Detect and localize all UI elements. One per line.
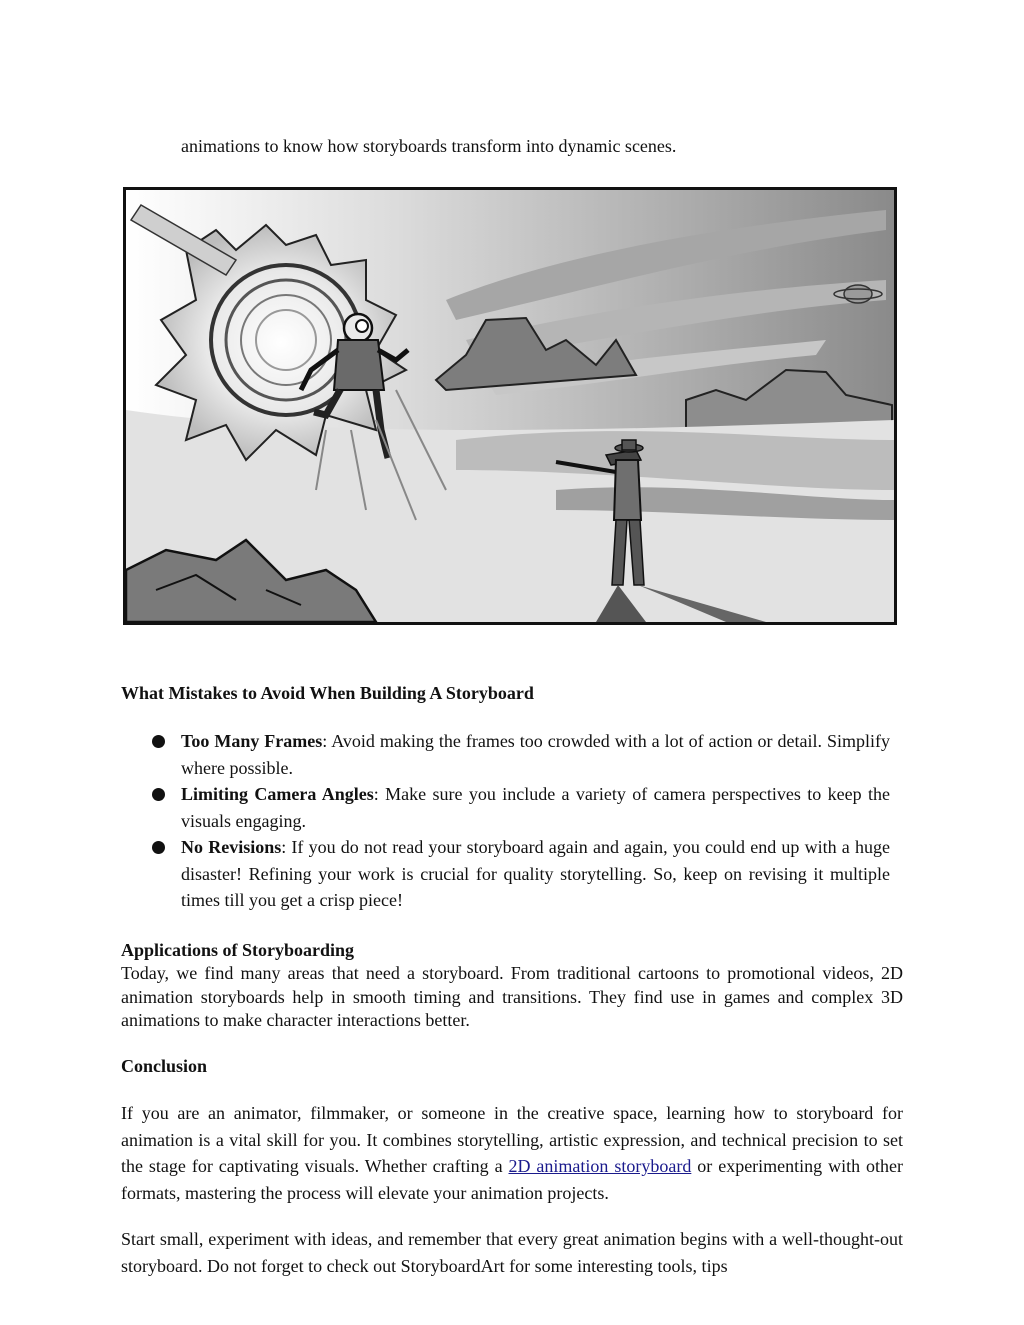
applications-heading: Applications of Storyboarding: [121, 940, 355, 960]
mistakes-heading: What Mistakes to Avoid When Building A Storyboard: [121, 683, 534, 703]
bullet-icon: [152, 735, 165, 748]
conclusion-body: [121, 1100, 903, 1206]
conclusion-heading: Conclusion: [121, 1056, 208, 1076]
mistake-term: Too Many Frames: [181, 731, 323, 751]
mistakes-list: [150, 728, 890, 914]
mistake-term: No Revisions: [181, 837, 282, 857]
conclusion-text-before-link: If you are an animator, filmmaker, or someone in the creative space, learning how to storyboard for animation is a vital skill for you. It combines storytelling, artistic expression, and technical precision to set the stage for captivating visuals. Whether crafting a: [121, 1103, 903, 1176]
applications-body: Today, we find many areas that need a storyboard. From traditional cartoons to promotional videos, 2D animation storyboards help in smooth timing and transitions. They find use in games and complex 3D animations to make character interactions better.: [121, 963, 903, 1030]
animation-storyboard-link[interactable]: 2D animation storyboard: [508, 1156, 692, 1176]
list-item: [150, 781, 890, 834]
list-item: [150, 728, 890, 781]
storyboard-sketch-image: [123, 187, 897, 625]
conclusion-text-after-link: or experimenting with other formats, mastering the process will elevate your animation projects.: [121, 1156, 904, 1203]
bullet-icon: [152, 788, 165, 801]
list-item: [150, 834, 890, 914]
bullet-icon: [152, 841, 165, 854]
mistake-term: Limiting Camera Angles: [181, 784, 374, 804]
intro-text-line: animations to know how storyboards transform into dynamic scenes.: [181, 136, 677, 156]
mistake-text: : If you do not read your storyboard again and again, you could end up with a huge disaster! Refining your work is crucial for quality storytelling. So, keep on revising it multiple times till you get a crisp piece!: [181, 837, 890, 910]
final-paragraph: Start small, experiment with ideas, and remember that every great animation begins with a well-thought-out storyboard. Do not forget to check out StoryboardArt for some interesting tools, tips: [121, 1229, 903, 1276]
mistake-text: : Avoid making the frames too crowded with a lot of action or detail. Simplify where possible.: [181, 731, 890, 778]
mistake-text: : Make sure you include a variety of camera perspectives to keep the visuals engaging.: [181, 784, 891, 831]
